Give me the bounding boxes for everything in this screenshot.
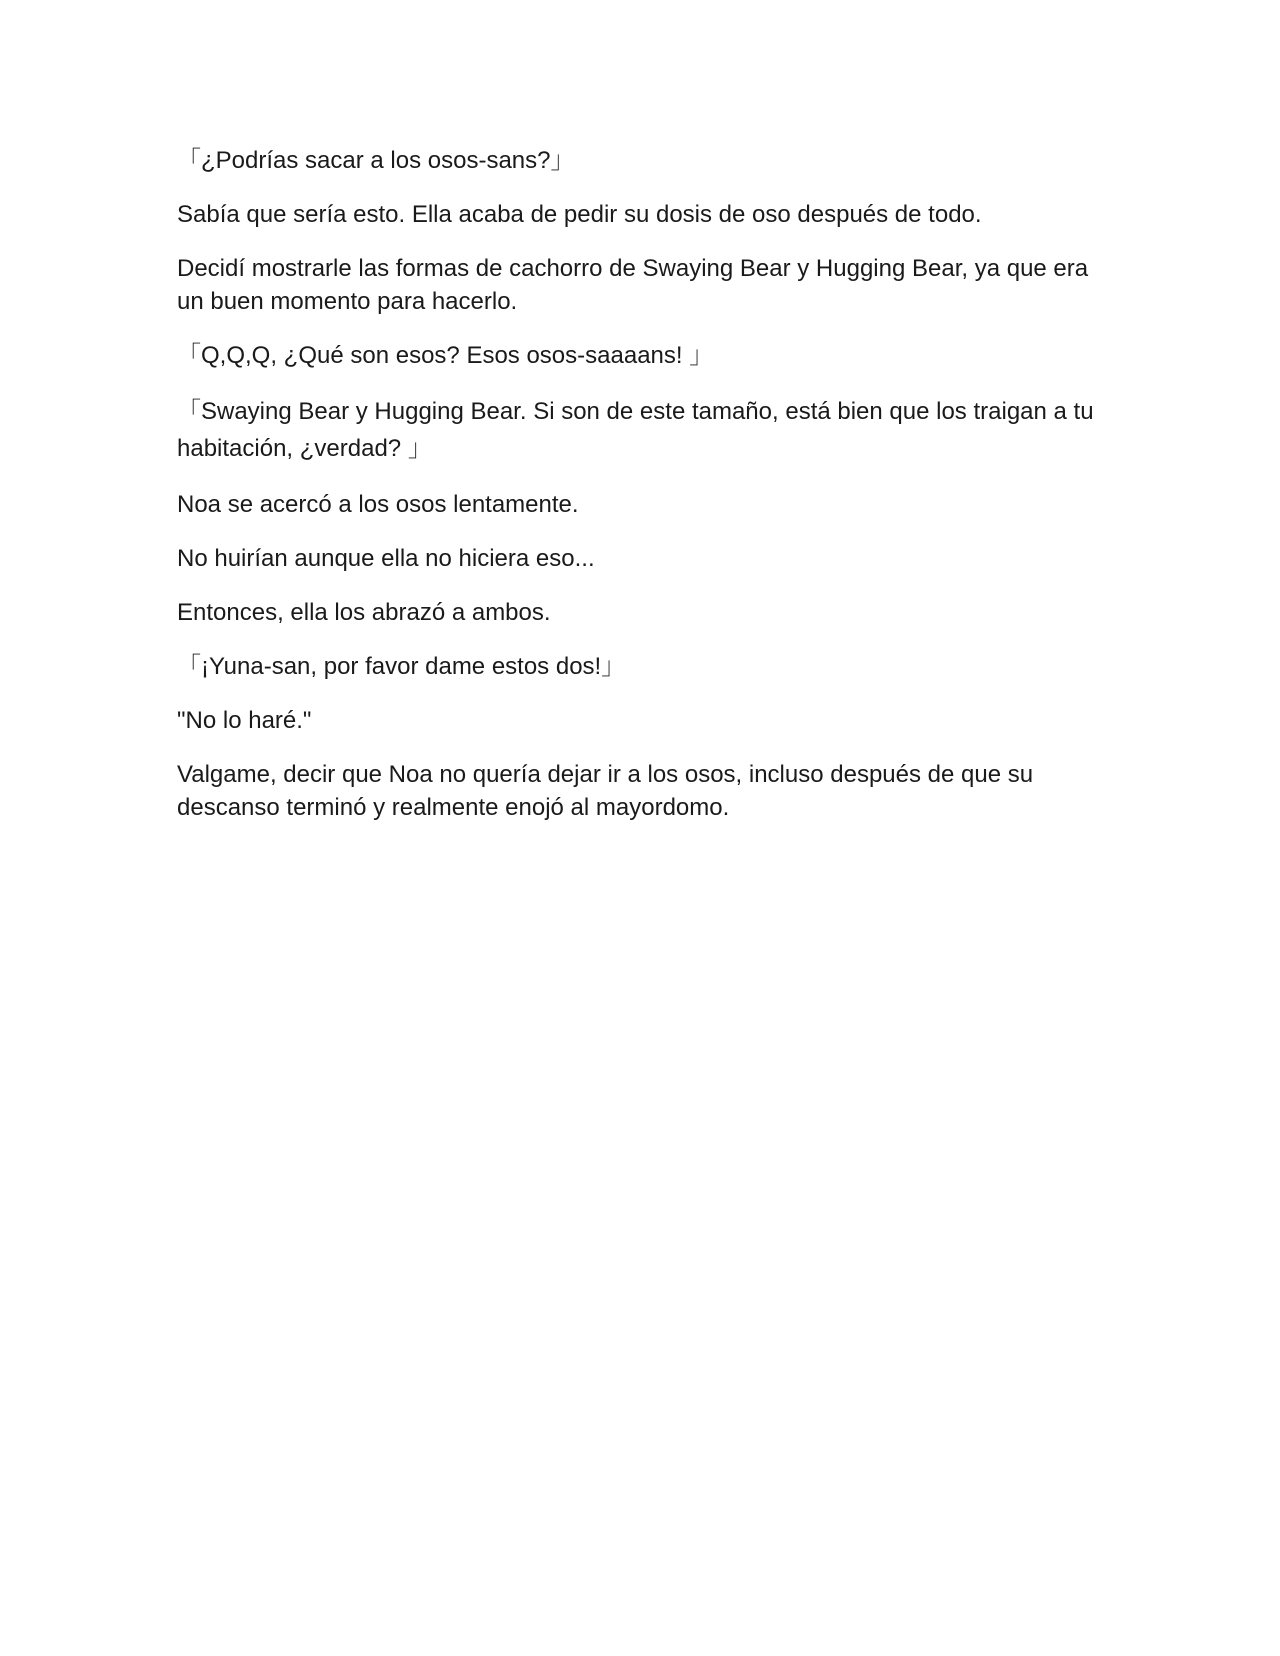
paragraph-11: Valgame, decir que Noa no quería dejar ir a los osos, incluso después de que su descanso terminó y realmente enojó al mayordomo. xyxy=(177,761,1040,821)
paragraph-10: "No lo haré." xyxy=(177,707,312,734)
paragraph-7: No huirían aunque ella no hiciera eso... xyxy=(177,545,595,572)
paragraph-1: 「¿Podrías sacar a los osos-sans?」 xyxy=(177,147,575,174)
paragraph-9: 「¡Yuna-san, por favor dame estos dos!」 xyxy=(177,653,626,680)
paragraph-3: Decidí mostrarle las formas de cachorro de Swaying Bear y Hugging Bear, ya que era un buen momento para hacerlo. xyxy=(177,255,1095,315)
paragraph-8: Entonces, ella los abrazó a ambos. xyxy=(177,599,551,626)
paragraph-6: Noa se acercó a los osos lentamente. xyxy=(177,491,579,518)
paragraph-4: 「Q,Q,Q, ¿Qué son esos? Esos osos-saaaans! 」 xyxy=(177,342,714,369)
paragraph-2: Sabía que sería esto. Ella acaba de pedir su dosis de oso después de todo. xyxy=(177,201,982,228)
document-body xyxy=(177,144,1101,845)
paragraph-5: 「Swaying Bear y Hugging Bear. Si son de este tamaño, está bien que los traigan a tu habitación, ¿verdad? 」 xyxy=(177,398,1101,462)
